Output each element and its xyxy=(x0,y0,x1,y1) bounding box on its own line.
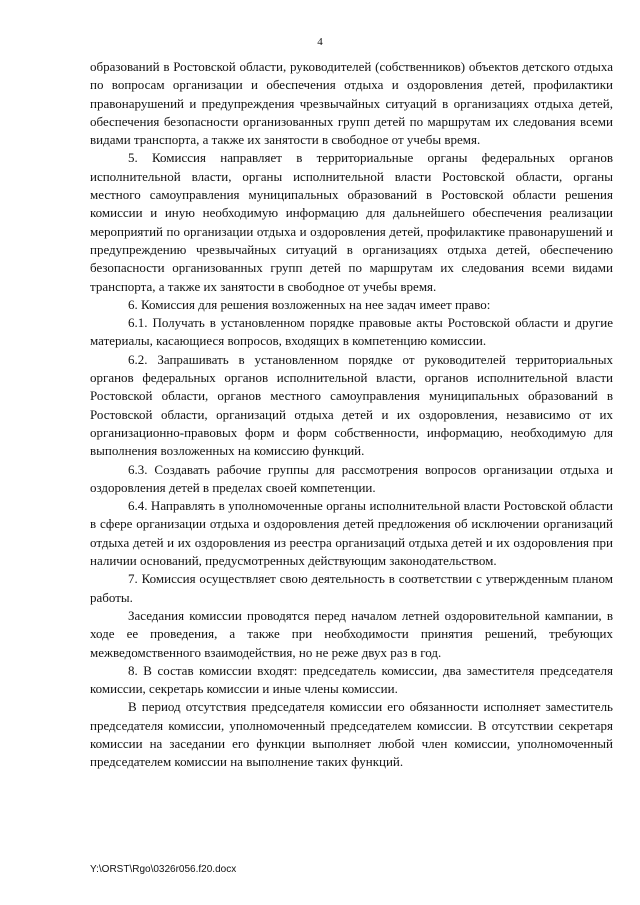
paragraph: 6. Комиссия для решения возложенных на нее задач имеет право: xyxy=(128,296,491,312)
page-number: 4 xyxy=(317,36,323,48)
paragraph: 5. Комиссия направляет в территориальные органы федеральных органов исполнительной власти, органы исполнительной власти Ростовской области, органы местного самоуправления муниципальных образований в Ростовской области решения комиссии и иную необходимую информацию для дальнейшего обеспечения реализации мероприятий по организации отдыха и оздоровления детей, профилактике правонарушений и предупреждению чрезвычайных ситуаций в организациях отдыха детей, обеспечению безопасности организованных групп детей по маршрутам их следования всеми видами транспорта, а также их занятости в свободное от учебы время. xyxy=(90,150,613,294)
document-body xyxy=(90,58,613,772)
paragraph: 7. Комиссия осуществляет свою деятельность в соответствии с утвержденным планом работы. xyxy=(90,571,613,605)
paragraph: 6.2. Запрашивать в установленном порядке от руководителей территориальных органов федеральных органов исполнительной власти, органов исполнительной власти Ростовской области, органов местного самоуправления муниципальных образований в Ростовской области, организаций отдыха детей и их оздоровления, независимо от их организационно-правовых форм и форм собственности, информацию, необходимую для выполнения возложенных на комиссию функций. xyxy=(90,351,613,459)
file-path-footer: Y:\ORST\Rgo\0326r056.f20.docx xyxy=(90,864,237,875)
paragraph: 8. В состав комиссии входят: председатель комиссии, два заместителя председателя комиссии, секретарь комиссии и иные члены комиссии. xyxy=(90,662,613,697)
paragraph: образований в Ростовской области, руководителей (собственников) объектов детского отдыха по вопросам организации и обеспечения отдыха и оздоровления детей, профилактики правонарушений и предупреждения чрезвычайных ситуаций в организациях отдыха детей, обеспечения безопасности организованных групп детей по маршрутам их следования всеми видами транспорта, а также их занятости в свободное от учебы время. xyxy=(90,59,613,148)
paragraph: 6.4. Направлять в уполномоченные органы исполнительной власти Ростовской области в сфере организации отдыха и оздоровления детей предложения об исключении организаций отдыха детей и их оздоровления из реестра организаций отдыха детей и их оздоровления при наличии оснований, предусмотренных действующим законодательством. xyxy=(90,498,613,569)
paragraph: 6.1. Получать в установленном порядке правовые акты Ростовской области и другие материалы, касающиеся вопросов, входящих в компетенцию комиссии. xyxy=(90,315,613,349)
paragraph: 6.3. Создавать рабочие группы для рассмотрения вопросов организации отдыха и оздоровления детей в пределах своей компетенции. xyxy=(90,461,613,495)
paragraph: Заседания комиссии проводятся перед началом летней оздоровительной кампании, в ходе ее проведения, а также при необходимости принятия решений, требующих межведомственного взаимодействия, но не реже двух раз в год. xyxy=(90,607,613,660)
paragraph: В период отсутствия председателя комиссии его обязанности исполняет заместитель председателя комиссии, уполномоченный председателем комиссии. В отсутствии секретаря комиссии на заседании его функции выполняет любой член комиссии, уполномоченный председателем комиссии на выполнение таких функций. xyxy=(90,699,613,770)
